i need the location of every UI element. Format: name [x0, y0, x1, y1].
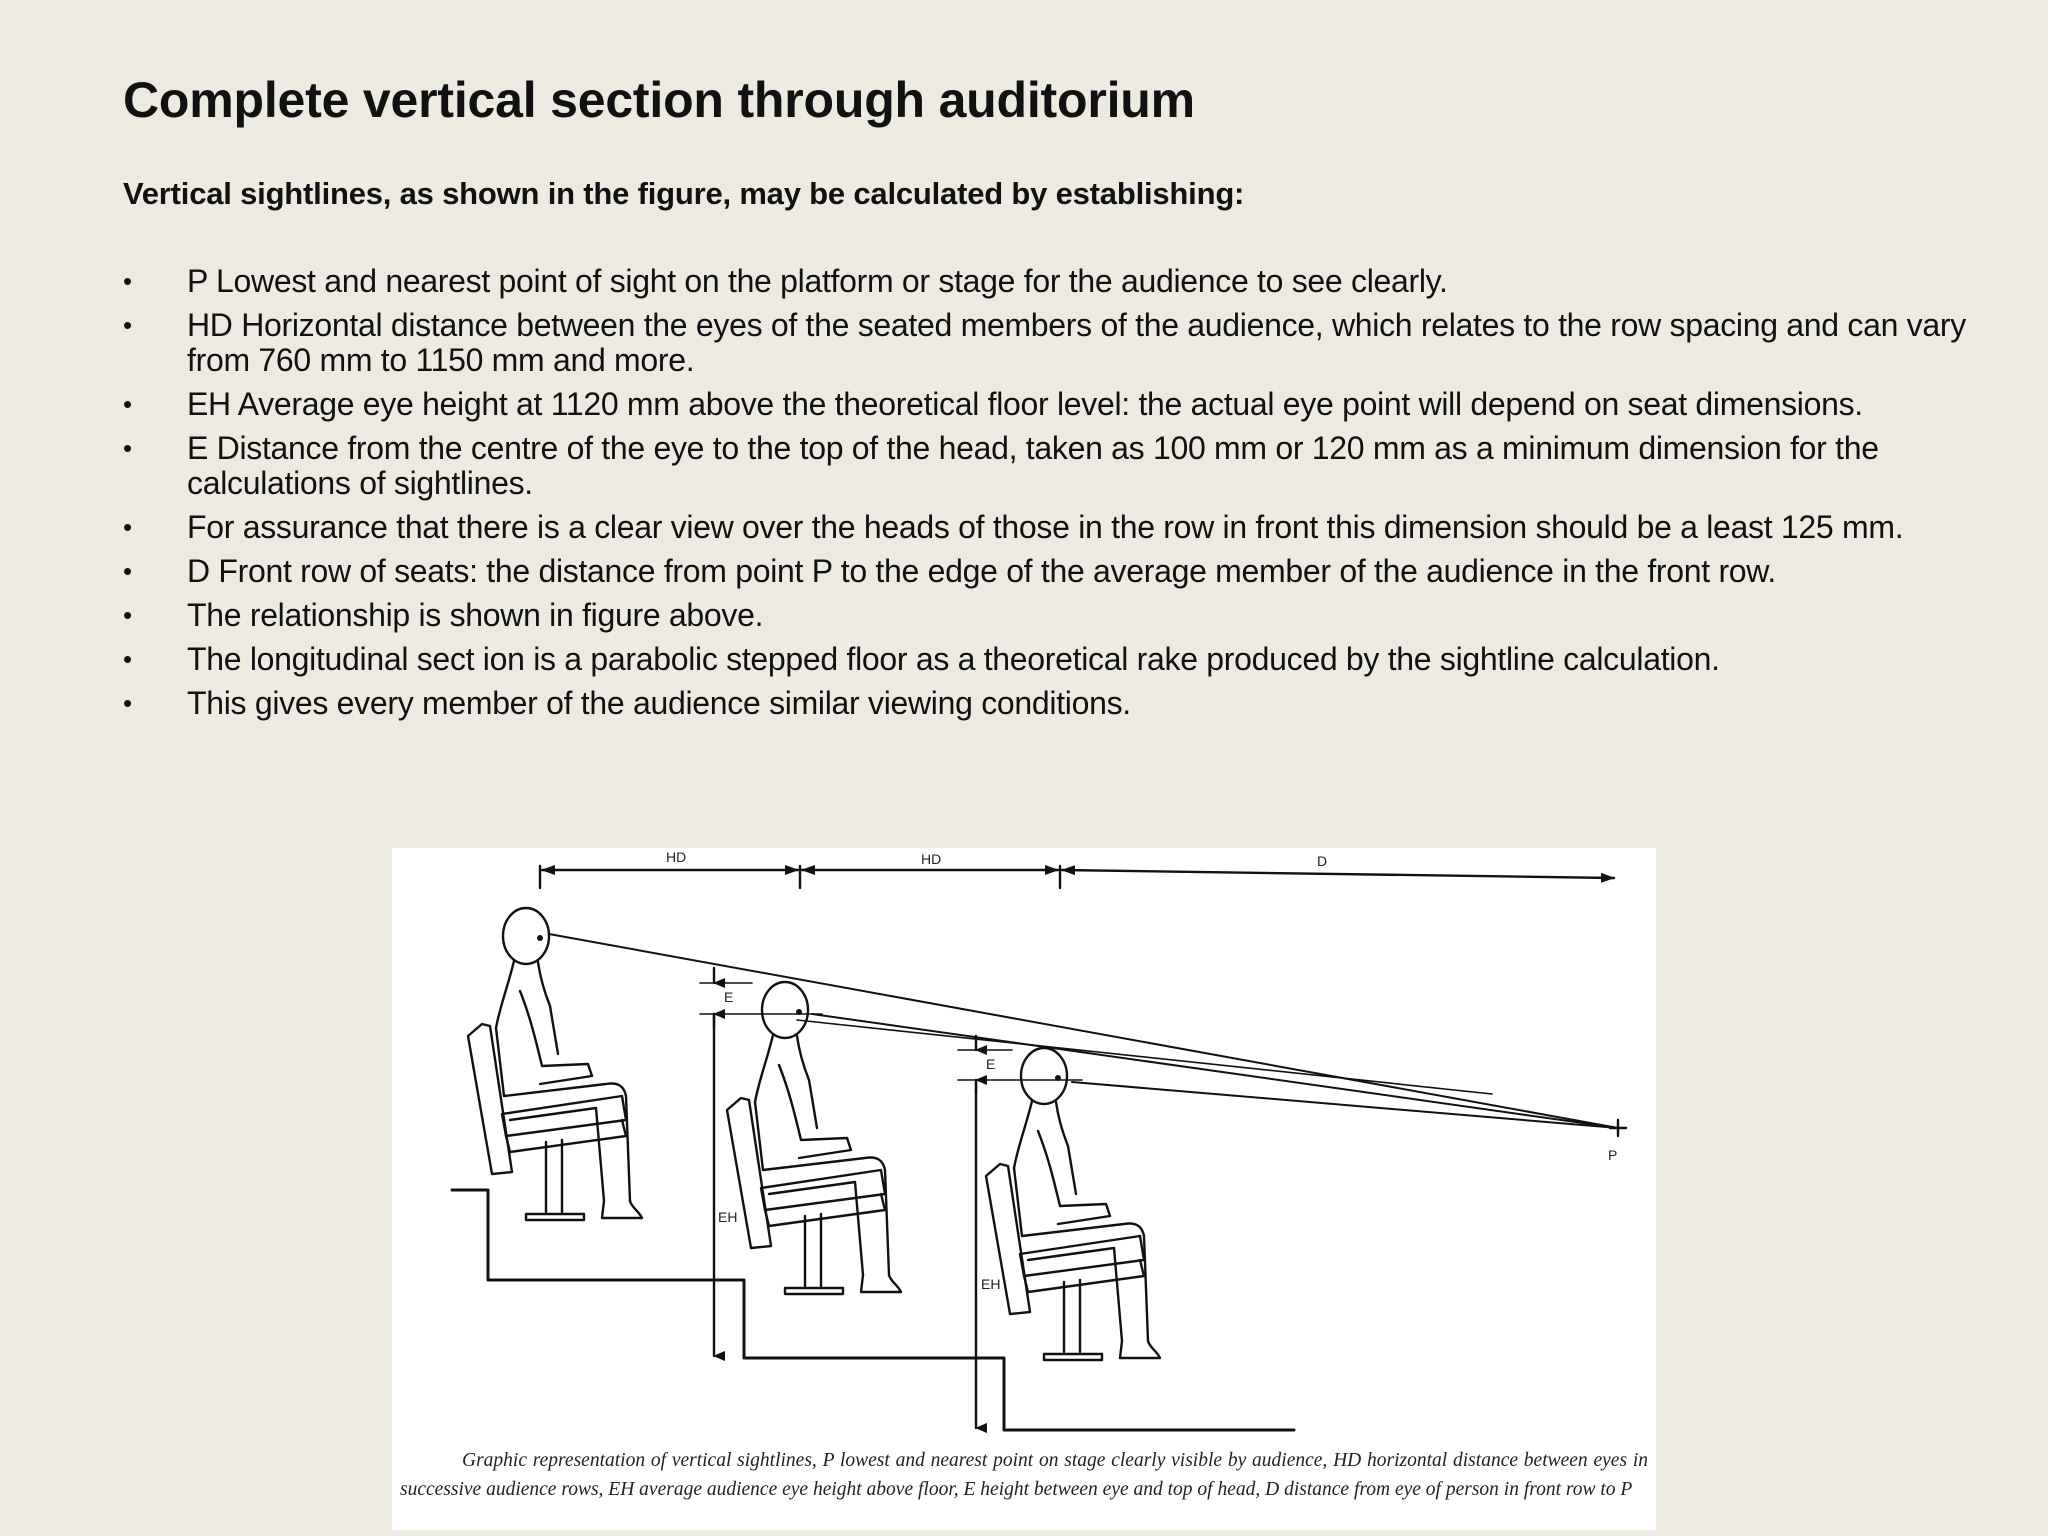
bullet-text: The longitudinal sect ion is a parabolic stepped floor as a theoretical rake produced by the sightline calculation. [187, 641, 1720, 677]
bullet-item [123, 308, 2003, 378]
e-label-row-3: E [986, 1056, 996, 1072]
e-label-row-2: E [724, 989, 734, 1005]
d-dimension [1062, 870, 1614, 878]
bullet-item [123, 642, 2003, 677]
bullet-text: This gives every member of the audience similar viewing conditions. [187, 685, 1131, 721]
sightline-row-1 [549, 934, 1618, 1128]
hd-label-2: HD [921, 851, 942, 867]
eh-label-row-3: EH [981, 1276, 1001, 1292]
sightline-row-2 [812, 1014, 1618, 1128]
sightline-diagram [392, 848, 1656, 1448]
bullet-item [123, 598, 2003, 633]
bullet-text: The relationship is shown in figure above. [187, 597, 764, 633]
bullet-list [123, 264, 2003, 730]
bullet-text: EH Average eye height at 1120 mm above the theoretical floor level: the actual eye point will depend on seat dimensions. [187, 386, 1863, 422]
figure-caption: Graphic representation of vertical sightlines, P lowest and nearest point on stage clearly visible by audience, HD horizontal distance between eyes in successive audience rows, EH average audience eye height above floor, E height between eye and top of head, D distance from eye of person in front row to P [400, 1450, 1648, 1500]
p-label: P [1608, 1147, 1618, 1163]
eh-label-row-2: EH [718, 1209, 738, 1225]
slide-title: Complete vertical section through auditorium [123, 72, 1195, 128]
bullet-text: P Lowest and nearest point of sight on the platform or stage for the audience to see clearly. [187, 263, 1448, 299]
bullet-item [123, 686, 2003, 721]
d-label: D [1317, 853, 1328, 869]
bullet-dot: • [123, 556, 132, 586]
bullet-text: E Distance from the centre of the eye to the top of the head, taken as 100 mm or 120 mm as a minimum dimension for the calculations of sightlines. [187, 430, 1879, 501]
sightline-head-clearance [797, 1020, 1492, 1094]
bullet-text: HD Horizontal distance between the eyes of the seated members of the audience, which relates to the row spacing and can vary from 760 mm to 1150 mm and more. [187, 307, 1966, 378]
bullet-item [123, 554, 2003, 589]
sightline-figure [392, 848, 1656, 1530]
bullet-text: D Front row of seats: the distance from point P to the edge of the average member of the audience in the front row. [187, 553, 1776, 589]
bullet-dot: • [123, 433, 132, 463]
bullet-dot: • [123, 644, 132, 674]
bullet-item [123, 431, 2003, 501]
slide-subtitle: Vertical sightlines, as shown in the figure, may be calculated by establishing: [123, 176, 1245, 211]
stepped-floor [452, 1190, 1294, 1430]
hd-label-1: HD [666, 849, 687, 865]
bullet-dot: • [123, 688, 132, 718]
audience-person-row-1 [468, 908, 642, 1220]
bullet-dot: • [123, 266, 132, 296]
bullet-text: For assurance that there is a clear view over the heads of those in the row in front this dimension should be a least 125 mm. [187, 509, 1904, 545]
bullet-item [123, 510, 2003, 545]
bullet-dot: • [123, 389, 132, 419]
bullet-dot: • [123, 512, 132, 542]
bullet-item [123, 387, 2003, 422]
audience-person-row-3 [986, 1048, 1160, 1360]
bullet-item [123, 264, 2003, 299]
bullet-dot: • [123, 600, 132, 630]
bullet-dot: • [123, 310, 132, 340]
